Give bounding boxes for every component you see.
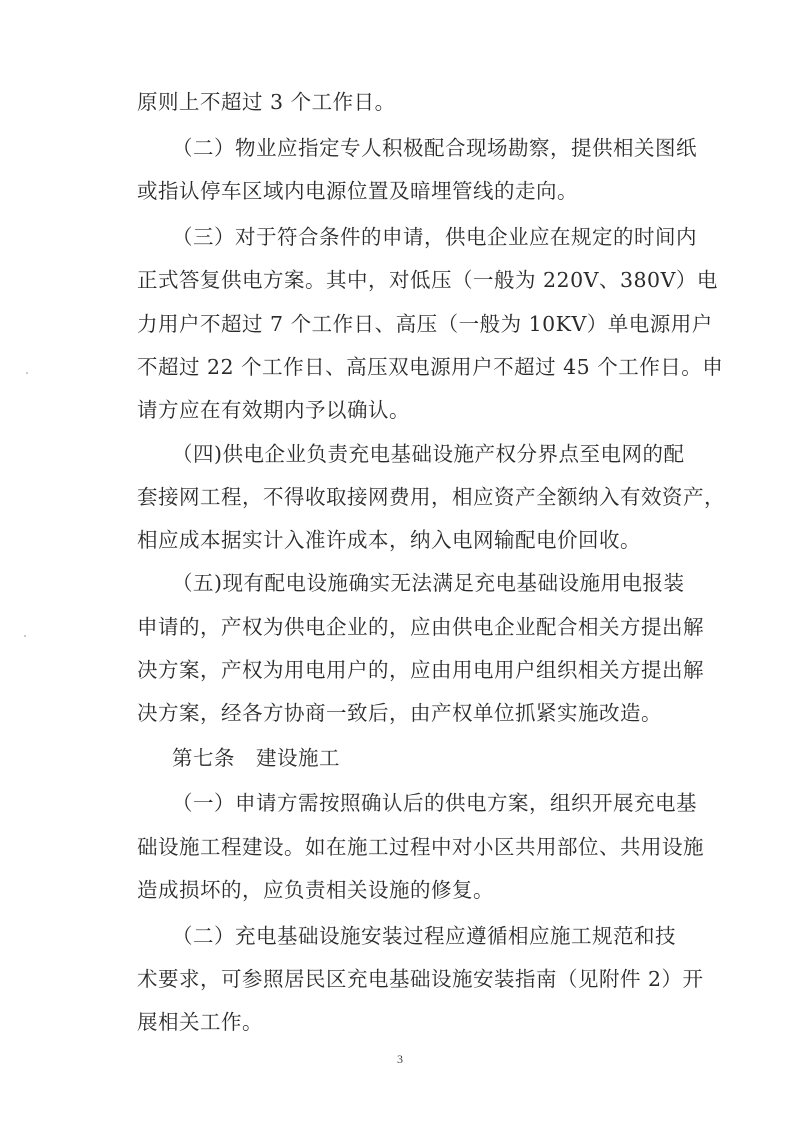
section-heading: 第七条 建设施工 — [172, 746, 340, 770]
paragraph-line: 决方案，产权为用电用户的，应由用电用户组织相关方提出解 — [137, 658, 704, 682]
paragraph-line: 不超过 22 个工作日、高压双电源用户不超过 45 个工作日。申 — [137, 355, 724, 379]
scan-speck — [26, 372, 28, 374]
scan-speck — [24, 635, 26, 637]
paragraph-line: 或指认停车区域内电源位置及暗埋管线的走向。 — [137, 179, 578, 203]
paragraph-line: （三）对于符合条件的申请，供电企业应在规定的时间内 — [172, 225, 697, 249]
paragraph-line: 请方应在有效期内予以确认。 — [137, 398, 410, 422]
page-number: 3 — [397, 1052, 403, 1066]
paragraph-line: 申请的，产权为供电企业的，应由供电企业配合相关方提出解 — [137, 615, 704, 639]
paragraph-line: （四)供电企业负责充电基础设施产权分界点至电网的配 — [172, 442, 685, 466]
paragraph-line: 展相关工作。 — [137, 1010, 263, 1034]
paragraph-line: （一）申请方需按照确认后的供电方案，组织开展充电基 — [172, 791, 697, 815]
paragraph-line: 原则上不超过 3 个工作日。 — [137, 90, 396, 114]
paragraph-line: 础设施工程建设。如在施工过程中对小区共用部位、共用设施 — [137, 835, 704, 859]
paragraph-line: （二）充电基础设施安装过程应遵循相应施工规范和技 — [172, 924, 676, 948]
paragraph-line: 力用户不超过 7 个工作日、高压（一般为 10KV）单电源用户 — [137, 312, 713, 336]
paragraph-line: 套接网工程，不得收取接网费用，相应资产全额纳入有效资产， — [137, 485, 725, 509]
paragraph-line: 决方案，经各方协商一致后，由产权单位抓紧实施改造。 — [137, 701, 662, 725]
paragraph-line: （二）物业应指定专人积极配合现场勘察，提供相关图纸 — [172, 136, 697, 160]
paragraph-line: （五)现有配电设施确实无法满足充电基础设施用电报装 — [172, 571, 685, 595]
paragraph-line: 相应成本据实计入准许成本，纳入电网输配电价回收。 — [137, 528, 641, 552]
paragraph-line: 术要求，可参照居民区充电基础设施安装指南（见附件 2）开 — [137, 967, 704, 991]
paragraph-line: 造成损坏的，应负责相关设施的修复。 — [137, 878, 494, 902]
paragraph-line: 正式答复供电方案。其中，对低压（一般为 220V、380V）电 — [137, 268, 718, 292]
